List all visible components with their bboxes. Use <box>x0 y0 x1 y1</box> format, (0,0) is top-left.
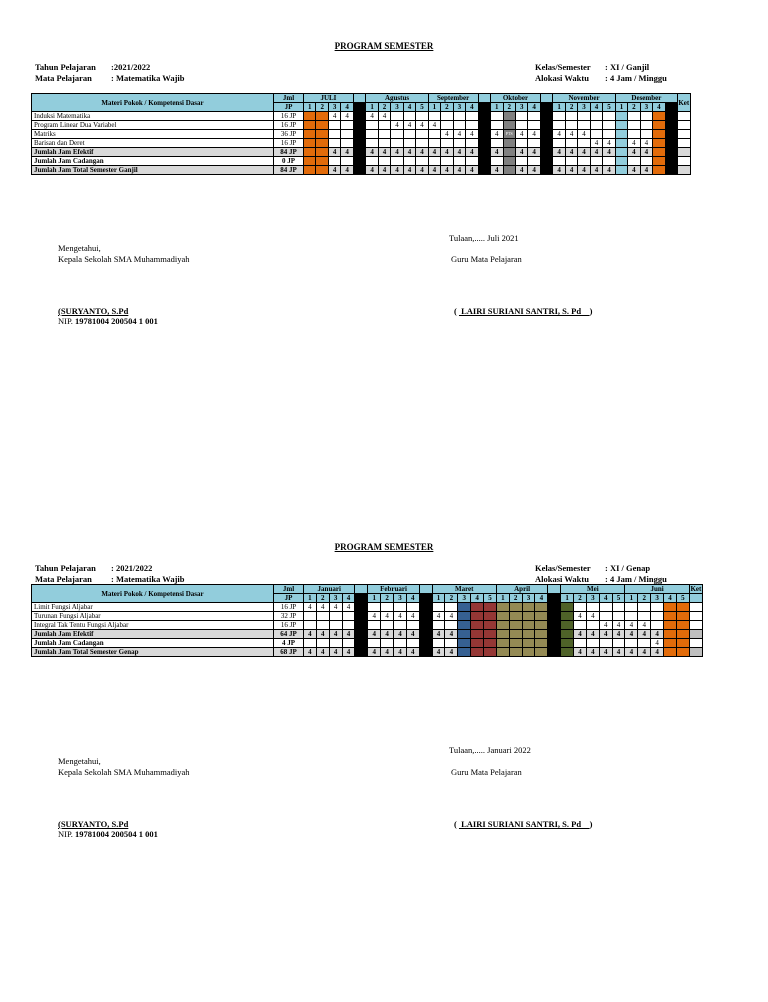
table-row <box>32 639 727 648</box>
table-row <box>32 148 727 157</box>
jp-cell: 4 <box>640 139 652 148</box>
jp-cell: 4 <box>341 148 353 157</box>
row-jp: 16 JP <box>274 121 304 130</box>
col-materi: Materi Pokok / Kompetensi Dasar <box>32 585 274 603</box>
row-jp: 16 JP <box>274 603 304 612</box>
jp-cell: 4 <box>651 630 664 639</box>
jp-cell: 4 <box>553 130 565 139</box>
jp-cell: 4 <box>445 630 458 639</box>
jp-cell: 4 <box>342 603 355 612</box>
week-header: 4 <box>403 103 415 112</box>
jp-cell: 4 <box>406 612 419 621</box>
row-jp: 16 JP <box>274 112 304 121</box>
week-header: 4 <box>466 103 478 112</box>
guru-label: Guru Mata Pelajaran <box>451 254 522 264</box>
header-right-genap <box>535 563 667 585</box>
nip-label: NIP. <box>58 316 73 326</box>
header-left-ganjil <box>35 62 185 84</box>
jp-cell: 4 <box>378 112 390 121</box>
week-header: 1 <box>615 103 627 112</box>
jp-cell: 4 <box>316 603 329 612</box>
row-jp: 16 JP <box>274 139 304 148</box>
jp-cell: 4 <box>651 639 664 648</box>
jp-cell: 4 <box>368 612 381 621</box>
week-header: 2 <box>628 103 640 112</box>
nip-value: 19781004 200504 1 001 <box>75 829 158 839</box>
jp-cell: 4 <box>640 148 652 157</box>
week-header: 4 <box>664 594 677 603</box>
week-header: 2 <box>565 103 577 112</box>
week-header: 1 <box>304 103 316 112</box>
col-jp: JP <box>274 103 304 112</box>
jp-cell: 4 <box>603 148 615 157</box>
jp-cell: 4 <box>628 166 640 175</box>
jp-cell: 4 <box>599 630 612 639</box>
row-jp: 0 JP <box>274 157 304 166</box>
week-header: 5 <box>416 103 428 112</box>
nip-line <box>58 316 158 327</box>
table-row <box>32 130 727 139</box>
jp-cell: 4 <box>394 612 407 621</box>
nip-line <box>58 829 158 840</box>
week-header: 1 <box>625 594 638 603</box>
month-juli: JULI <box>304 94 354 103</box>
jp-cell: 4 <box>638 648 651 657</box>
jp-cell: 4 <box>640 166 652 175</box>
week-header: 3 <box>458 594 471 603</box>
month-januari: Januari <box>304 585 355 594</box>
row-materi: Jumlah Jam Cadangan <box>32 639 274 648</box>
week-header: 2 <box>316 594 329 603</box>
jp-cell: 4 <box>304 603 317 612</box>
row-materi: Matriks <box>32 130 274 139</box>
row-jp: 84 JP <box>274 166 304 175</box>
jp-cell: 4 <box>638 630 651 639</box>
month-mei: Mei <box>561 585 625 594</box>
jp-cell: 4 <box>403 148 415 157</box>
guru-name-line: ( LAIRI SURIANI SANTRI, S. Pd ) <box>454 819 593 829</box>
jp-cell: 4 <box>342 630 355 639</box>
jp-cell: 4 <box>625 630 638 639</box>
week-header: 2 <box>574 594 587 603</box>
pts-note: PTS <box>503 130 515 139</box>
row-materi: Jumlah Jam Efektif <box>32 148 274 157</box>
jp-cell: 4 <box>432 648 445 657</box>
week-header: 3 <box>522 594 535 603</box>
jp-cell: 4 <box>603 166 615 175</box>
week-header: 2 <box>378 103 390 112</box>
jp-cell: 4 <box>625 648 638 657</box>
week-header: 4 <box>471 594 484 603</box>
jp-cell: 4 <box>316 630 329 639</box>
jp-cell: 4 <box>574 612 587 621</box>
jp-cell: 4 <box>394 630 407 639</box>
week-header: 4 <box>341 103 353 112</box>
week-header: 3 <box>329 594 342 603</box>
jp-cell: 4 <box>466 148 478 157</box>
table-row <box>32 648 727 657</box>
col-materi: Materi Pokok / Kompetensi Dasar <box>32 94 274 112</box>
week-header: 3 <box>578 103 590 112</box>
jp-cell: 4 <box>565 130 577 139</box>
week-header: 4 <box>342 594 355 603</box>
page-title-genap: PROGRAM SEMESTER <box>334 542 434 552</box>
guru-name: LAIRI SURIANI SANTRI, S. Pd <box>458 819 590 829</box>
row-jp: 68 JP <box>274 648 304 657</box>
row-materi: Jumlah Jam Total Semester Genap <box>32 648 274 657</box>
jp-cell: 4 <box>329 603 342 612</box>
week-header: 1 <box>496 594 509 603</box>
jp-cell: 4 <box>651 648 664 657</box>
jp-cell: 4 <box>625 621 638 630</box>
row-jp: 36 JP <box>274 130 304 139</box>
jp-cell: 4 <box>578 148 590 157</box>
jp-cell: 4 <box>586 612 599 621</box>
jp-cell: 4 <box>578 130 590 139</box>
jp-cell: 4 <box>491 148 503 157</box>
col-jp: JP <box>274 594 304 603</box>
jp-cell: 4 <box>406 648 419 657</box>
jp-cell: 4 <box>612 621 625 630</box>
jp-cell: 4 <box>432 612 445 621</box>
week-header: 2 <box>316 103 328 112</box>
row-materi: Jumlah Jam Efektif <box>32 630 274 639</box>
jp-cell: 4 <box>341 166 353 175</box>
week-header: 2 <box>638 594 651 603</box>
jp-cell: 4 <box>599 621 612 630</box>
jp-cell: 4 <box>590 139 602 148</box>
jp-cell: 4 <box>528 130 540 139</box>
table-row <box>32 112 727 121</box>
kelas-value: : XI / Ganjil <box>605 62 650 72</box>
col-jml: Jml <box>274 585 304 594</box>
mapel-label: Mata Pelajaran <box>35 574 92 584</box>
jp-cell: 4 <box>553 166 565 175</box>
alokasi-value: : 4 Jam / Minggu <box>605 73 667 83</box>
week-header: 2 <box>381 594 394 603</box>
month-februari: Februari <box>368 585 419 594</box>
tahun-value: : 2021/2022 <box>111 563 153 573</box>
jp-cell: 4 <box>328 166 340 175</box>
jp-cell: 4 <box>612 648 625 657</box>
jp-cell: 4 <box>403 166 415 175</box>
page-title-ganjil: PROGRAM SEMESTER <box>334 41 434 51</box>
week-header: 3 <box>586 594 599 603</box>
week-header: 2 <box>503 103 515 112</box>
jp-cell: 4 <box>391 166 403 175</box>
month-maret: Maret <box>432 585 496 594</box>
jp-cell: 4 <box>628 148 640 157</box>
week-header: 3 <box>640 103 652 112</box>
mapel-value: : Matematika Wajib <box>111 574 185 584</box>
mengetahui-label: Mengetahui, <box>58 756 101 766</box>
jp-cell: 4 <box>329 630 342 639</box>
jp-cell: 4 <box>565 166 577 175</box>
header-left-genap <box>35 563 185 585</box>
nip-value: 19781004 200504 1 001 <box>75 316 158 326</box>
row-materi: Program Linear Dua Variabel <box>32 121 274 130</box>
jp-cell: 4 <box>628 139 640 148</box>
jp-cell: 4 <box>391 148 403 157</box>
week-header: 2 <box>445 594 458 603</box>
month-agustus: Agustus <box>366 94 428 103</box>
schedule-table-ganjil <box>31 93 727 175</box>
jp-cell: 4 <box>416 148 428 157</box>
mengetahui-label: Mengetahui, <box>58 243 101 253</box>
jp-cell: 4 <box>528 148 540 157</box>
col-jml: Jml <box>274 94 304 103</box>
jp-cell: 4 <box>491 130 503 139</box>
week-header: 3 <box>391 103 403 112</box>
jp-cell: 4 <box>378 166 390 175</box>
week-header: 1 <box>428 103 440 112</box>
week-header: 5 <box>484 594 497 603</box>
jp-cell: 4 <box>416 166 428 175</box>
table-row <box>32 621 727 630</box>
month-april: April <box>496 585 547 594</box>
jp-cell: 4 <box>328 112 340 121</box>
jp-cell: 4 <box>366 112 378 121</box>
nip-label: NIP. <box>58 829 73 839</box>
jp-cell: 4 <box>453 166 465 175</box>
jp-cell: 4 <box>515 148 527 157</box>
month-november: November <box>553 94 615 103</box>
jp-cell: 4 <box>441 148 453 157</box>
table-row <box>32 166 727 175</box>
week-header: 1 <box>491 103 503 112</box>
jp-cell: 4 <box>304 648 317 657</box>
jp-cell: 4 <box>378 148 390 157</box>
alokasi-value: : 4 Jam / Minggu <box>605 574 667 584</box>
jp-cell: 4 <box>586 630 599 639</box>
header-right-ganjil <box>535 62 667 84</box>
row-materi: Turunan Fungsi Aljabar <box>32 612 274 621</box>
jp-cell: 4 <box>445 612 458 621</box>
table-row <box>32 630 727 639</box>
row-materi: Barisan dan Deret <box>32 139 274 148</box>
jp-cell: 4 <box>528 166 540 175</box>
kelas-label: Kelas/Semester <box>535 62 591 72</box>
jp-cell: 4 <box>304 630 317 639</box>
week-header: 1 <box>368 594 381 603</box>
jp-cell: 4 <box>342 648 355 657</box>
jp-cell: 4 <box>432 630 445 639</box>
col-ket: Ket <box>678 94 690 112</box>
week-header: 3 <box>394 594 407 603</box>
table-row <box>32 121 727 130</box>
jp-cell: 4 <box>590 166 602 175</box>
row-materi: Limit Fungsi Aljabar <box>32 603 274 612</box>
jp-cell: 4 <box>328 148 340 157</box>
mapel-value: : Matematika Wajib <box>111 73 185 83</box>
tahun-value: :2021/2022 <box>111 62 151 72</box>
week-header: 2 <box>441 103 453 112</box>
kelas-value: : XI / Genap <box>605 563 651 573</box>
jp-cell: 4 <box>441 166 453 175</box>
week-header: 4 <box>599 594 612 603</box>
jp-cell: 4 <box>515 166 527 175</box>
jp-cell: 4 <box>428 166 440 175</box>
week-header: 1 <box>561 594 574 603</box>
jp-cell: 4 <box>406 630 419 639</box>
mapel-label: Mata Pelajaran <box>35 73 92 83</box>
week-header: 1 <box>366 103 378 112</box>
jp-cell: 4 <box>428 121 440 130</box>
jp-cell: 4 <box>466 130 478 139</box>
jp-cell: 4 <box>381 612 394 621</box>
kepala-sekolah-label: Kepala Sekolah SMA Muhammadiyah <box>58 254 190 264</box>
row-jp: 32 JP <box>274 612 304 621</box>
month-juni: Juni <box>625 585 689 594</box>
week-header: 2 <box>509 594 522 603</box>
jp-cell: 4 <box>603 139 615 148</box>
kepsek-name: (SURYANTO, S.Pd <box>58 306 129 316</box>
jp-cell: 4 <box>366 166 378 175</box>
jp-cell: 4 <box>612 630 625 639</box>
table-row <box>32 612 727 621</box>
table-row <box>32 157 727 166</box>
jp-cell: 4 <box>491 166 503 175</box>
place-date: Tulaan,..... Januari 2022 <box>449 745 531 755</box>
week-header: 1 <box>304 594 317 603</box>
row-jp: 84 JP <box>274 148 304 157</box>
table-row <box>32 139 727 148</box>
jp-cell: 4 <box>441 130 453 139</box>
col-ket: Ket <box>690 585 702 593</box>
jp-cell: 4 <box>574 630 587 639</box>
table-row <box>32 603 727 612</box>
kepala-sekolah-label: Kepala Sekolah SMA Muhammadiyah <box>58 767 190 777</box>
row-materi: Integral Tak Tentu Fungsi Aljabar <box>32 621 274 630</box>
jp-cell: 4 <box>599 648 612 657</box>
week-header: 3 <box>515 103 527 112</box>
jp-cell: 4 <box>316 648 329 657</box>
jp-cell: 4 <box>329 648 342 657</box>
jp-cell: 4 <box>638 621 651 630</box>
jp-cell: 4 <box>368 648 381 657</box>
jp-cell: 4 <box>341 112 353 121</box>
row-materi: Jumlah Jam Cadangan <box>32 157 274 166</box>
week-header: 1 <box>432 594 445 603</box>
schedule-table-genap <box>31 584 727 657</box>
jp-cell: 4 <box>453 148 465 157</box>
alokasi-label: Alokasi Waktu <box>535 574 589 584</box>
jp-cell: 4 <box>403 121 415 130</box>
guru-name: LAIRI SURIANI SANTRI, S. Pd <box>458 306 590 316</box>
week-header: 4 <box>528 103 540 112</box>
jp-cell: 4 <box>381 630 394 639</box>
jp-cell: 4 <box>586 648 599 657</box>
week-header: 4 <box>535 594 548 603</box>
week-header: 4 <box>406 594 419 603</box>
month-oktober: Oktober <box>491 94 541 103</box>
jp-cell: 4 <box>574 648 587 657</box>
place-date: Tulaan,..... Juli 2021 <box>449 233 519 243</box>
week-header: 5 <box>603 103 615 112</box>
week-header: 3 <box>328 103 340 112</box>
week-header: 3 <box>651 594 664 603</box>
week-header: 5 <box>612 594 625 603</box>
jp-cell: 4 <box>366 148 378 157</box>
month-desember: Desember <box>615 94 677 103</box>
jp-cell: 4 <box>368 630 381 639</box>
row-jp: 4 JP <box>274 639 304 648</box>
jp-cell: 4 <box>394 648 407 657</box>
jp-cell: 4 <box>590 148 602 157</box>
kepsek-name: (SURYANTO, S.Pd <box>58 819 129 829</box>
week-header: 4 <box>590 103 602 112</box>
guru-label: Guru Mata Pelajaran <box>451 767 522 777</box>
jp-cell: 4 <box>428 148 440 157</box>
jp-cell: 4 <box>416 121 428 130</box>
week-header: 1 <box>553 103 565 112</box>
jp-cell: 4 <box>515 130 527 139</box>
month-september: September <box>428 94 478 103</box>
week-header: 3 <box>453 103 465 112</box>
jp-cell: 4 <box>578 166 590 175</box>
jp-cell: 4 <box>453 130 465 139</box>
alokasi-label: Alokasi Waktu <box>535 73 589 83</box>
row-jp: 64 JP <box>274 630 304 639</box>
jp-cell: 4 <box>445 648 458 657</box>
jp-cell: 4 <box>565 148 577 157</box>
jp-cell: 4 <box>391 121 403 130</box>
kelas-label: Kelas/Semester <box>535 563 591 573</box>
guru-name-line: ( LAIRI SURIANI SANTRI, S. Pd ) <box>454 306 593 316</box>
row-jp: 16 JP <box>274 621 304 630</box>
row-materi: Jumlah Jam Total Semester Ganjil <box>32 166 274 175</box>
jp-cell: 4 <box>381 648 394 657</box>
jp-cell: 4 <box>553 148 565 157</box>
row-materi: Induksi Matematika <box>32 112 274 121</box>
jp-cell: 4 <box>466 166 478 175</box>
week-header: 4 <box>653 103 665 112</box>
week-header: 5 <box>676 594 689 603</box>
tahun-label: Tahun Pelajaran <box>35 62 96 72</box>
tahun-label: Tahun Pelajaran <box>35 563 96 573</box>
